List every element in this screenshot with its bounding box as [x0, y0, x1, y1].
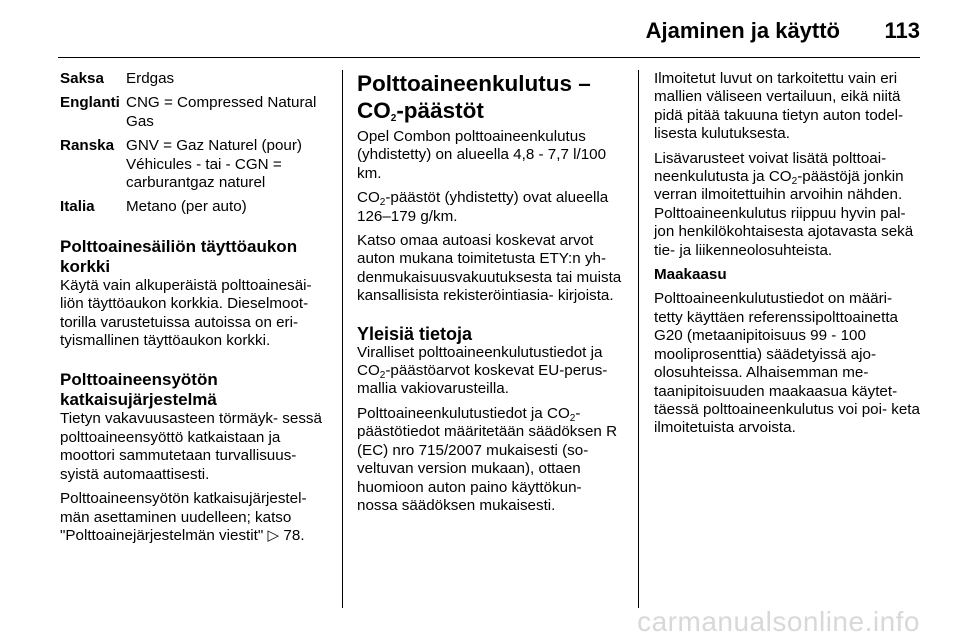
column-divider-2: [638, 70, 639, 608]
cutoff-page-ref[interactable]: 78.: [283, 526, 305, 544]
consumption-heading-line1: Polttoaineenkulutus –: [357, 71, 591, 96]
column-2: [357, 70, 622, 521]
consumption-text-1: Opel Combon polttoaineenkulutus (yhdistetty) on alueella 4,8 - 7,7 l/100 km.: [357, 128, 607, 182]
fuel-name-row: [60, 198, 330, 216]
col3-text-2-sub: 2: [791, 176, 798, 188]
col3-text-2b: -päästöjä jonkin verran ilmoitettuihin arvoihin nähden. Polttoaineenkulutus riippuu hyvin pal- jon henkilökohtaisesta ajotavasta sekä tie- ja liikenneolosuhteista.: [654, 168, 914, 259]
consumption-text-2: [357, 189, 622, 226]
fuel-name-row: [60, 137, 330, 192]
page-number: 113: [884, 18, 920, 43]
consumption-heading-line2: -päästöt: [396, 98, 484, 123]
cutoff-heading: Polttoaineensyötön katkaisujärjestelmä: [60, 370, 218, 410]
col3-text-2a: Lisävarusteet voivat lisätä polttoai- neenkulutusta ja CO: [654, 149, 887, 186]
fuel-name-row: [60, 94, 330, 131]
col3-text-2: [654, 150, 924, 260]
consumption-text-2-rest: -päästöt (yhdistetty) ovat alueella 126–179 g/km.: [357, 189, 609, 225]
arrow-right-icon: ▷: [267, 526, 280, 544]
general-text-2b: - päästötiedot määritetään säädöksen R (EC) nro 715/2007 mukaisesti (so- veltuvan version mukaan), ottaen huomioon auton paino käyttökun- nossa säädöksen mukaisesti.: [357, 404, 618, 514]
fuel-name-value: CNG = Compressed Natural Gas: [126, 94, 317, 130]
cutoff-text-2-body: Polttoaineensyötön katkaisujärjestel- män asettaminen uudelleen; katso "Polttoainejärjestelmän viestit": [60, 490, 307, 544]
fuel-name-value: Erdgas: [126, 70, 175, 87]
co-label: CO: [357, 189, 380, 207]
consumption-heading-co: CO: [357, 98, 391, 123]
fuel-name-language: Ranska: [60, 137, 115, 155]
consumption-heading: [357, 70, 622, 124]
cutoff-text-1: Tietyn vakavuusasteen törmäyk- sessä polttoaineensyöttö katkaistaan ja moottori sammutetaan turvallisuus- syistä automaattisesti.: [60, 410, 322, 483]
col3-text-3: Polttoaineenkulutustiedot on määri- tetty käyttäen referenssipolttoainetta G20 (metaanipitoisuus 99 - 100 mooliprosenttia) säädetyissä ajo-olosuhteissa. Alhaisemman me- taanipitoisuuden maakaasua käytet- täessä polttoaineenkulutus voi poi- keta ilmoitetuista arvoista.: [654, 290, 920, 437]
fuel-name-language: Italia: [60, 198, 95, 216]
column-1: [60, 70, 330, 551]
consumption-text-3: Katso omaa autoasi koskevat arvot auton mukana toimitetusta ETY:n yh- denmukaisuusvakuutuksesta tai muista kansallisista rekisteröintiasia- kirjoista.: [357, 232, 622, 305]
fuel-name-language: Englanti: [60, 94, 120, 112]
co-sub: 2: [379, 197, 386, 209]
general-text-2: [357, 405, 622, 515]
fuel-name-row: [60, 70, 330, 88]
fuel-name-value: GNV = Gaz Naturel (pour) Véhicules - tai - CGN = carburantgaz naturel: [126, 137, 302, 192]
general-text-1: [357, 344, 622, 399]
page-header-title: Ajaminen ja käyttö: [645, 18, 840, 43]
column-divider-1: [342, 70, 343, 608]
header-divider: [58, 57, 920, 58]
filler-cap-text: Käytä vain alkuperäistä polttoainesäi- liön täyttöaukon korkkia. Dieselmoot- torilla varustetuissa autoissa on eri- tyismallinen täyttöaukon korkki.: [60, 276, 312, 350]
fuel-name-value: Metano (per auto): [126, 198, 247, 216]
watermark-text: carmanualsonline.info: [637, 606, 920, 637]
general-text-2a: Polttoaineenkulutustiedot ja CO: [357, 404, 570, 422]
general-heading: Yleisiä tietoja: [357, 323, 473, 344]
general-text-2-sub: 2: [569, 412, 576, 424]
natural-gas-subheading: Maakaasu: [654, 266, 727, 284]
general-text-1-sub: 2: [379, 370, 386, 382]
general-text-1a: Viralliset polttoaineenkulutustiedot ja CO: [357, 343, 603, 380]
fuel-name-language: Saksa: [60, 70, 104, 87]
cutoff-text-2: [60, 490, 330, 545]
consumption-heading-sub: 2: [390, 113, 397, 124]
col3-text-1: Ilmoitetut luvut on tarkoitettu vain eri mallien väliseen vertailuun, eikä niitä pidä pitää takuuna tietyn auton todel- lisesta kulutuksesta.: [654, 70, 904, 143]
filler-cap-heading: Polttoainesäiliön täyttöaukon korkki: [60, 236, 298, 276]
general-text-1b: -päästöarvot koskevat EU-perus- mallia vakiovarusteilla.: [357, 362, 608, 398]
column-3: [654, 70, 924, 444]
